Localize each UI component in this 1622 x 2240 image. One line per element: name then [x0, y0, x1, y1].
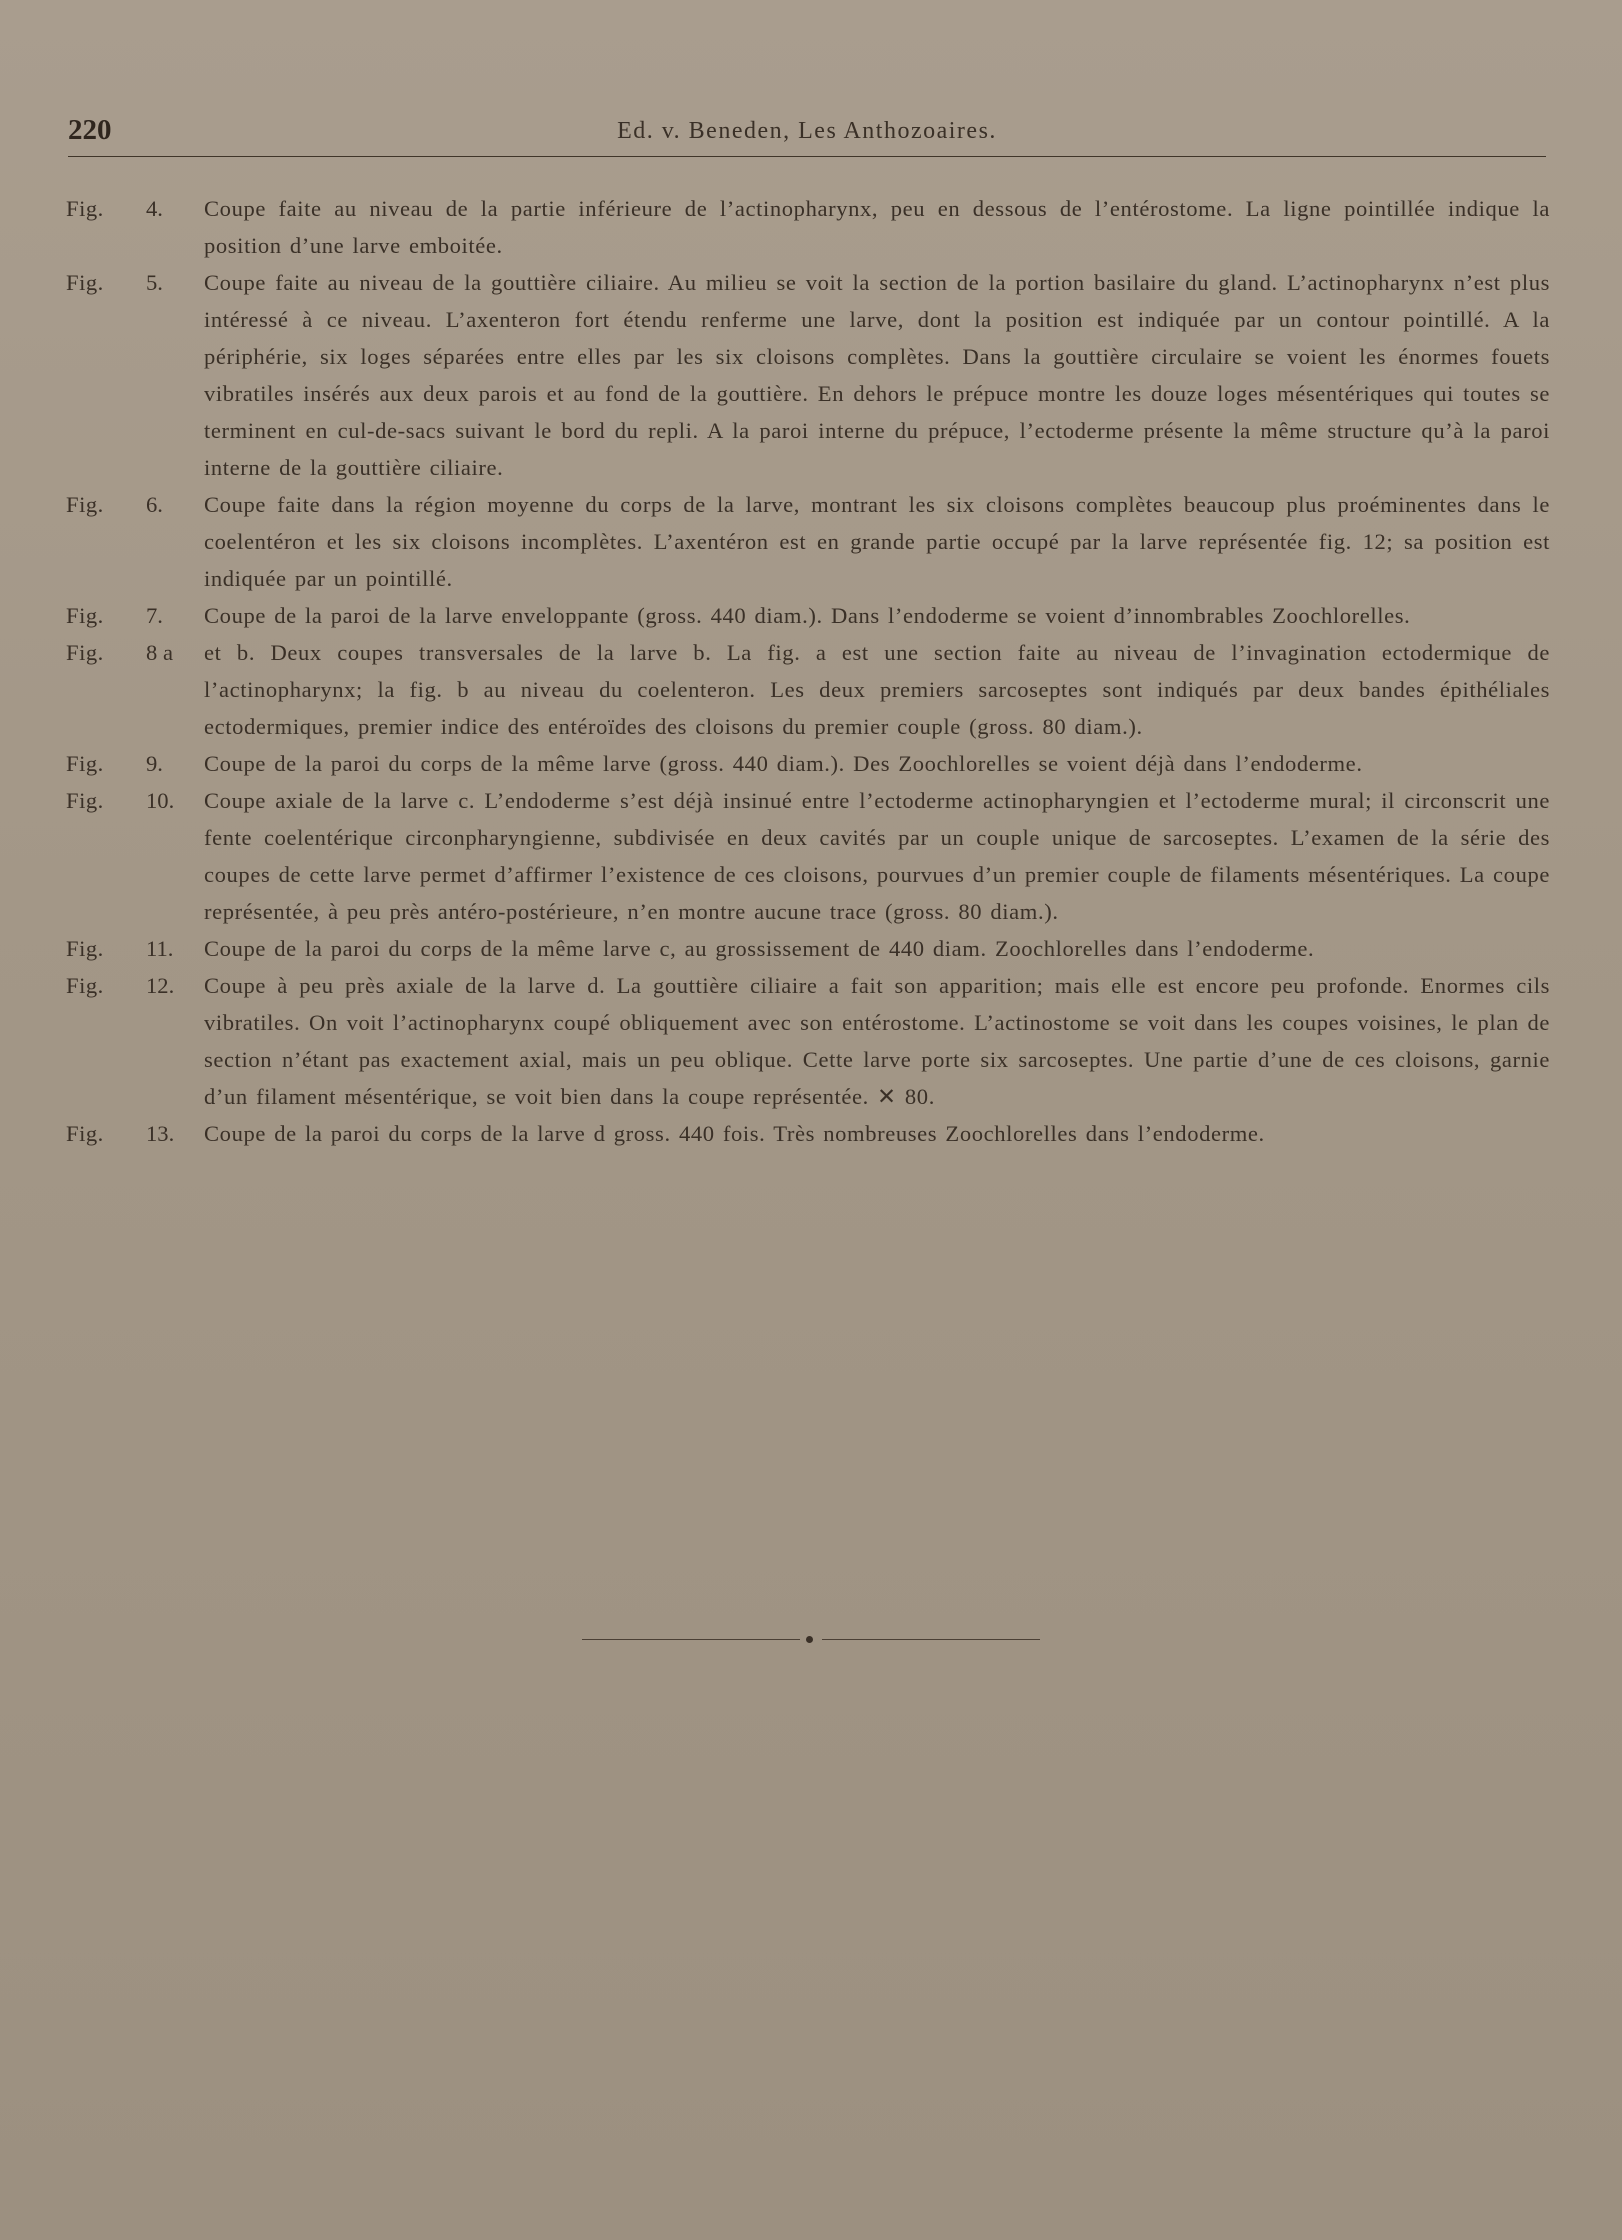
caption-text: Coupe à peu près axiale de la larve d. La gouttière ciliaire a fait son apparition; mais elle est encore peu profonde. Enormes cils vibratiles. On voit l’actinopharynx coupé obliquement avec son entérostome. L’actinostome se voit dans les coupes voisines, le plan de section n’étant pas exactement axial, mais un peu oblique. Cette larve porte six sarcoseptes. Une partie d’une de ces cloisons, garnie d’un filament mésentérique, se voit bien dans la coupe représentée. ✕ 80. [204, 973, 1550, 1109]
caption-fig-9 [66, 745, 1550, 782]
caption-fig-7 [66, 597, 1550, 634]
caption-label: Fig. [66, 603, 104, 628]
end-ornament [582, 1634, 1040, 1646]
caption-fig-10 [66, 782, 1550, 930]
caption-fig-4 [66, 190, 1550, 264]
caption-text: Coupe de la paroi du corps de la larve d gross. 440 fois. Très nombreuses Zoochlorelles dans l’endoderme. [204, 1121, 1265, 1146]
caption-number: 5. [146, 270, 163, 295]
caption-label: Fig. [66, 270, 104, 295]
caption-label: Fig. [66, 936, 104, 961]
caption-label: Fig. [66, 196, 104, 221]
caption-number: 10. [146, 788, 175, 813]
caption-text: Coupe faite au niveau de la partie inférieure de l’actinopharynx, peu en dessous de l’entérostome. La ligne pointillée indique la position d’une larve emboitée. [204, 196, 1550, 258]
caption-number: 8 a [146, 640, 173, 665]
caption-fig-6 [66, 486, 1550, 597]
ornament-rule-right [822, 1639, 1040, 1640]
caption-fig-11 [66, 930, 1550, 967]
ornament-dot [806, 1636, 813, 1643]
figure-captions [66, 190, 1550, 1152]
caption-label: Fig. [66, 788, 104, 813]
caption-label: Fig. [66, 751, 104, 776]
caption-text: et b. Deux coupes transversales de la larve b. La fig. a est une section faite au niveau de l’invagination ectodermique de l’actinopharynx; la fig. b au niveau du coelenteron. Les deux premiers sarcoseptes sont indiqués par deux bandes épithéliales ectodermiques, premier indice des entéroïdes des cloisons du premier couple (gross. 80 diam.). [204, 640, 1550, 739]
caption-fig-5 [66, 264, 1550, 486]
caption-number: 12. [146, 973, 175, 998]
caption-number: 13. [146, 1121, 175, 1146]
caption-text: Coupe faite dans la région moyenne du corps de la larve, montrant les six cloisons complètes beaucoup plus proéminentes dans le coelentéron et les six cloisons incomplètes. L’axentéron est en grande partie occupé par la larve représentée fig. 12; sa position est indiquée par un pointillé. [204, 492, 1550, 591]
running-title: Ed. v. Beneden, Les Anthozoaires. [617, 118, 997, 144]
caption-text: Coupe de la paroi de la larve enveloppante (gross. 440 diam.). Dans l’endoderme se voient d’innombrables Zoochlorelles. [204, 603, 1411, 628]
caption-number: 4. [146, 196, 163, 221]
caption-label: Fig. [66, 1121, 104, 1146]
caption-number: 9. [146, 751, 163, 776]
caption-number: 11. [146, 936, 174, 961]
caption-number: 7. [146, 603, 163, 628]
page-number: 220 [68, 114, 112, 146]
caption-fig-8 [66, 634, 1550, 745]
caption-label: Fig. [66, 640, 104, 665]
caption-fig-13 [66, 1115, 1550, 1152]
caption-label: Fig. [66, 492, 104, 517]
caption-label: Fig. [66, 973, 104, 998]
caption-text: Coupe de la paroi du corps de la même larve c, au grossissement de 440 diam. Zoochlorelles dans l’endoderme. [204, 936, 1315, 961]
caption-number: 6. [146, 492, 163, 517]
caption-fig-12 [66, 967, 1550, 1115]
page-header [68, 114, 1546, 157]
caption-text: Coupe faite au niveau de la gouttière ciliaire. Au milieu se voit la section de la portion basilaire du gland. L’actinopharynx n’est plus intéressé à ce niveau. L’axenteron fort étendu renferme une larve, dont la position est indiquée par un contour pointillé. A la périphérie, six loges séparées entre elles par les six cloisons complètes. Dans la gouttière circulaire se voient les énormes fouets vibratiles insérés aux deux parois et au fond de la gouttière. En dehors le prépuce montre les douze loges mésentériques qui toutes se terminent en cul-de-sacs suivant le bord du repli. A la paroi interne du prépuce, l’ectoderme présente la même structure qu’à la paroi interne de la gouttière ciliaire. [204, 270, 1550, 480]
caption-text: Coupe axiale de la larve c. L’endoderme s’est déjà insinué entre l’ectoderme actinopharyngien et l’ectoderme mural; il circonscrit une fente coelentérique circonpharyngienne, subdivisée en deux cavités par un couple unique de sarcoseptes. L’examen de la série des coupes de cette larve permet d’affirmer l’existence de ces cloisons, pourvues d’un premier couple de filaments mésentériques. La coupe représentée, à peu près antéro-postérieure, n’en montre aucune trace (gross. 80 diam.). [204, 788, 1550, 924]
caption-text: Coupe de la paroi du corps de la même larve (gross. 440 diam.). Des Zoochlorelles se voient déjà dans l’endoderme. [204, 751, 1363, 776]
ornament-rule-left [582, 1639, 800, 1640]
